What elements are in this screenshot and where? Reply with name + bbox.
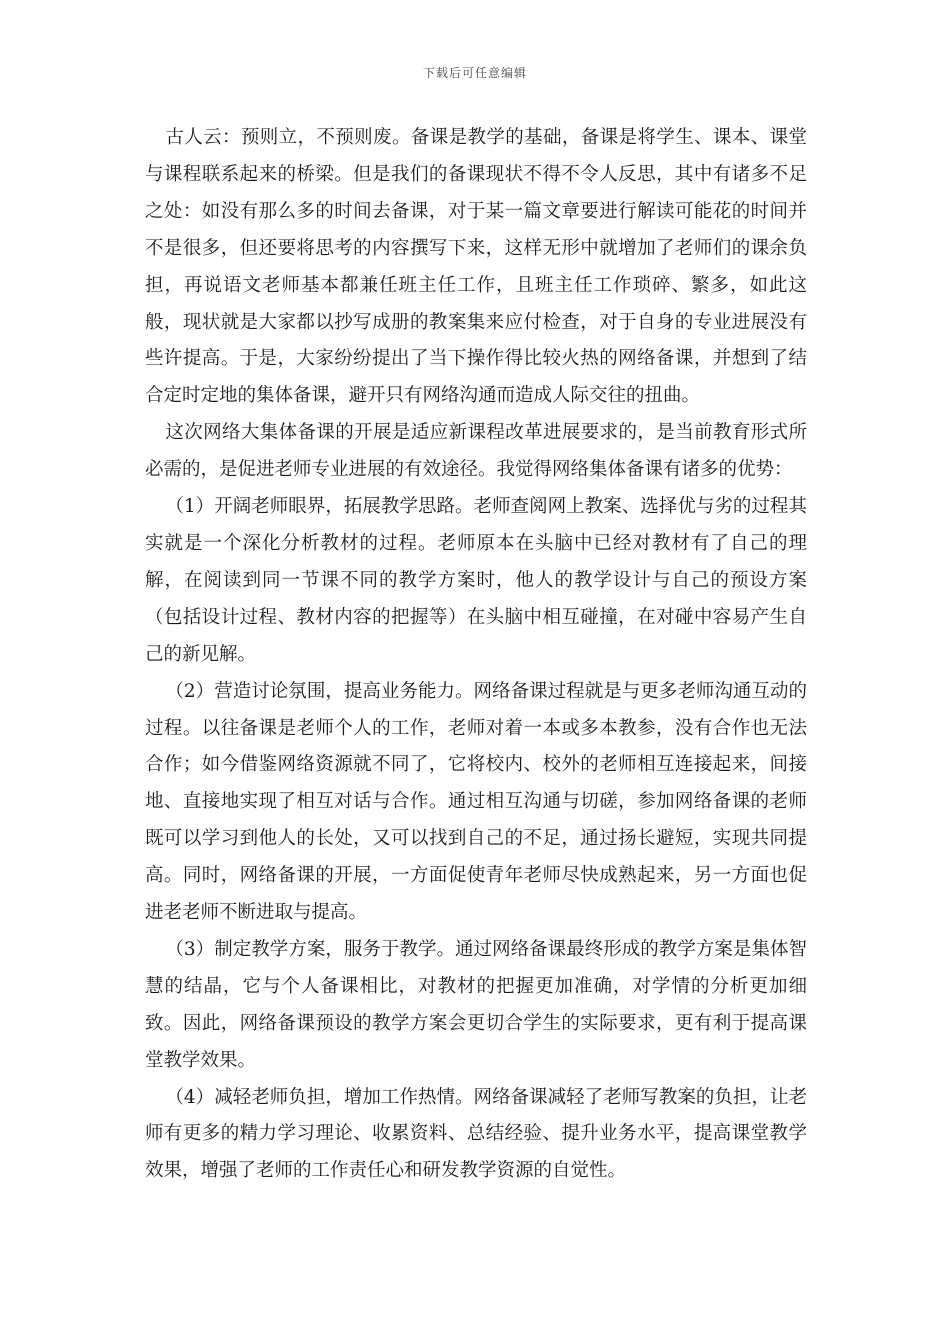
document-body <box>145 120 807 1190</box>
paragraph-point-3: （3）制定教学方案，服务于教学。通过网络备课最终形成的教学方案是集体智慧的结晶，它与个人备课相比，对教材的把握更加准确，对学情的分析更加细致。因此，网络备课预设的教学方案会更切合学生的实际要求，更有利于提高课堂教学效果。 <box>145 938 807 1071</box>
paragraph-point-2: （2）营造讨论氛围，提高业务能力。网络备课过程就是与更多老师沟通互动的过程。以往备课是老师个人的工作，老师对着一本或多本教参，没有合作也无法合作；如今借鉴网络资源就不同了，它将校内、校外的老师相互连接起来，间接地、直接地实现了相互对话与合作。通过相互沟通与切磋，参加网络备课的老师既可以学习到他人的长处，又可以找到自己的不足，通过扬长避短，实现共同提高。同时，网络备课的开展，一方面促使青年老师尽快成熟起来，另一方面也促进老老师不断进取与提高。 <box>145 680 807 924</box>
page-header: 下载后可任意编辑 <box>422 66 527 80</box>
paragraph-point-4: （4）减轻老师负担，增加工作热情。网络备课减轻了老师写教案的负担，让老师有更多的精力学习理论、收累资料、总结经验、提升业务水平，提高课堂教学效果，增强了老师的工作责任心和研发教学资源的自觉性。 <box>145 1086 807 1182</box>
paragraph-point-1: （1）开阔老师眼界，拓展教学思路。老师查阅网上教案、选择优与劣的过程其实就是一个深化分析教材的过程。老师原本在头脑中已经对教材有了自己的理解，在阅读到同一节课不同的教学方案时，他人的教学设计与自己的预设方案（包括设计过程、教材内容的把握等）在头脑中相互碰撞，在对碰中容易产生自己的新见解。 <box>145 496 807 665</box>
paragraph-intro: 古人云：预则立，不预则废。备课是教学的基础，备课是将学生、课本、课堂与课程联系起来的桥梁。但是我们的备课现状不得不令人反思，其中有诸多不足之处：如没有那么多的时间去备课，对于某一篇文章要进行解读可能花的时间并不是很多，但还要将思考的内容撰写下来，这样无形中就增加了老师们的课余负担，再说语文老师基本都兼任班主任工作，且班主任工作琐碎、繁多，如此这般，现状就是大家都以抄写成册的教案集来应付检查，对于自身的专业进展没有些许提高。于是，大家纷纷提出了当下操作得比较火热的网络备课，并想到了结合定时定地的集体备课，避开只有网络沟通而造成人际交往的扭曲。 <box>145 127 807 407</box>
paragraph-advantages-intro: 这次网络大集体备课的开展是适应新课程改革进展要求的，是当前教育形式所必需的，是促进老师专业进展的有效途径。我觉得网络集体备课有诸多的优势： <box>145 422 807 481</box>
